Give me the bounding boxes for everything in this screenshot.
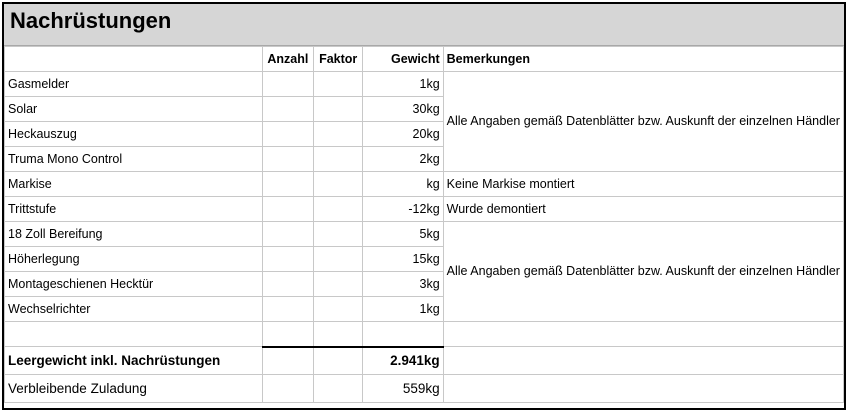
remaining-value[interactable]: 559kg (363, 375, 443, 403)
gewicht-cell[interactable]: -12kg (363, 197, 443, 222)
blank-cell[interactable] (314, 322, 363, 347)
table-row (5, 172, 844, 197)
total-label[interactable]: Leergewicht inkl. Nachrüstungen (5, 347, 263, 375)
remark-cell-trittstufe[interactable]: Wurde demontiert (443, 197, 843, 222)
faktor-cell[interactable] (314, 247, 363, 272)
faktor-cell[interactable] (314, 72, 363, 97)
item-cell[interactable]: Gasmelder (5, 72, 263, 97)
item-cell[interactable]: Heckauszug (5, 122, 263, 147)
gewicht-cell[interactable]: 3kg (363, 272, 443, 297)
anzahl-cell[interactable] (262, 272, 313, 297)
faktor-cell[interactable] (314, 222, 363, 247)
gewicht-cell[interactable]: kg (363, 172, 443, 197)
total-value[interactable]: 2.941kg (363, 347, 443, 375)
remaining-faktor-cell[interactable] (314, 375, 363, 403)
gewicht-cell[interactable]: 5kg (363, 222, 443, 247)
remark-cell-markise[interactable]: Keine Markise montiert (443, 172, 843, 197)
remark-cell-group2[interactable]: Alle Angaben gemäß Datenblätter bzw. Auskunft der einzelnen Händler (443, 222, 843, 322)
total-anzahl-cell[interactable] (262, 347, 313, 375)
item-cell[interactable]: Montageschienen Hecktür (5, 272, 263, 297)
anzahl-cell[interactable] (262, 72, 313, 97)
item-cell[interactable]: 18 Zoll Bereifung (5, 222, 263, 247)
remark-cell-group1[interactable]: Alle Angaben gemäß Datenblätter bzw. Auskunft der einzelnen Händler (443, 72, 843, 172)
item-cell[interactable]: Solar (5, 97, 263, 122)
anzahl-cell[interactable] (262, 222, 313, 247)
item-cell[interactable]: Trittstufe (5, 197, 263, 222)
spreadsheet-sheet (2, 2, 846, 410)
blank-cell[interactable] (363, 322, 443, 347)
blank-cell[interactable] (262, 322, 313, 347)
total-row (5, 347, 844, 375)
faktor-cell[interactable] (314, 97, 363, 122)
anzahl-cell[interactable] (262, 247, 313, 272)
sheet-title: Nachrüstungen (10, 8, 172, 33)
gewicht-cell[interactable]: 15kg (363, 247, 443, 272)
header-item-cell[interactable] (5, 47, 263, 72)
gewicht-cell[interactable]: 1kg (363, 72, 443, 97)
anzahl-cell[interactable] (262, 122, 313, 147)
faktor-cell[interactable] (314, 172, 363, 197)
blank-row (5, 322, 844, 347)
header-gewicht[interactable]: Gewicht (363, 47, 443, 72)
total-remark-cell[interactable] (443, 347, 843, 375)
gewicht-cell[interactable]: 2kg (363, 147, 443, 172)
gewicht-cell[interactable]: 1kg (363, 297, 443, 322)
faktor-cell[interactable] (314, 122, 363, 147)
anzahl-cell[interactable] (262, 172, 313, 197)
anzahl-cell[interactable] (262, 297, 313, 322)
remaining-remark-cell[interactable] (443, 375, 843, 403)
gewicht-cell[interactable]: 30kg (363, 97, 443, 122)
faktor-cell[interactable] (314, 297, 363, 322)
total-faktor-cell[interactable] (314, 347, 363, 375)
remaining-anzahl-cell[interactable] (262, 375, 313, 403)
remaining-label[interactable]: Verbleibende Zuladung (5, 375, 263, 403)
upgrades-table (4, 46, 844, 403)
title-bar (4, 4, 844, 46)
header-row (5, 47, 844, 72)
header-faktor[interactable]: Faktor (314, 47, 363, 72)
faktor-cell[interactable] (314, 272, 363, 297)
anzahl-cell[interactable] (262, 197, 313, 222)
item-cell[interactable]: Wechselrichter (5, 297, 263, 322)
item-cell[interactable]: Truma Mono Control (5, 147, 263, 172)
remaining-row (5, 375, 844, 403)
table-row (5, 197, 844, 222)
table-row (5, 72, 844, 97)
table-row (5, 222, 844, 247)
header-bemerkungen[interactable]: Bemerkungen (443, 47, 843, 72)
faktor-cell[interactable] (314, 197, 363, 222)
header-anzahl[interactable]: Anzahl (262, 47, 313, 72)
anzahl-cell[interactable] (262, 147, 313, 172)
blank-cell[interactable] (5, 322, 263, 347)
gewicht-cell[interactable]: 20kg (363, 122, 443, 147)
item-cell[interactable]: Markise (5, 172, 263, 197)
faktor-cell[interactable] (314, 147, 363, 172)
anzahl-cell[interactable] (262, 97, 313, 122)
item-cell[interactable]: Höherlegung (5, 247, 263, 272)
blank-cell[interactable] (443, 322, 843, 347)
